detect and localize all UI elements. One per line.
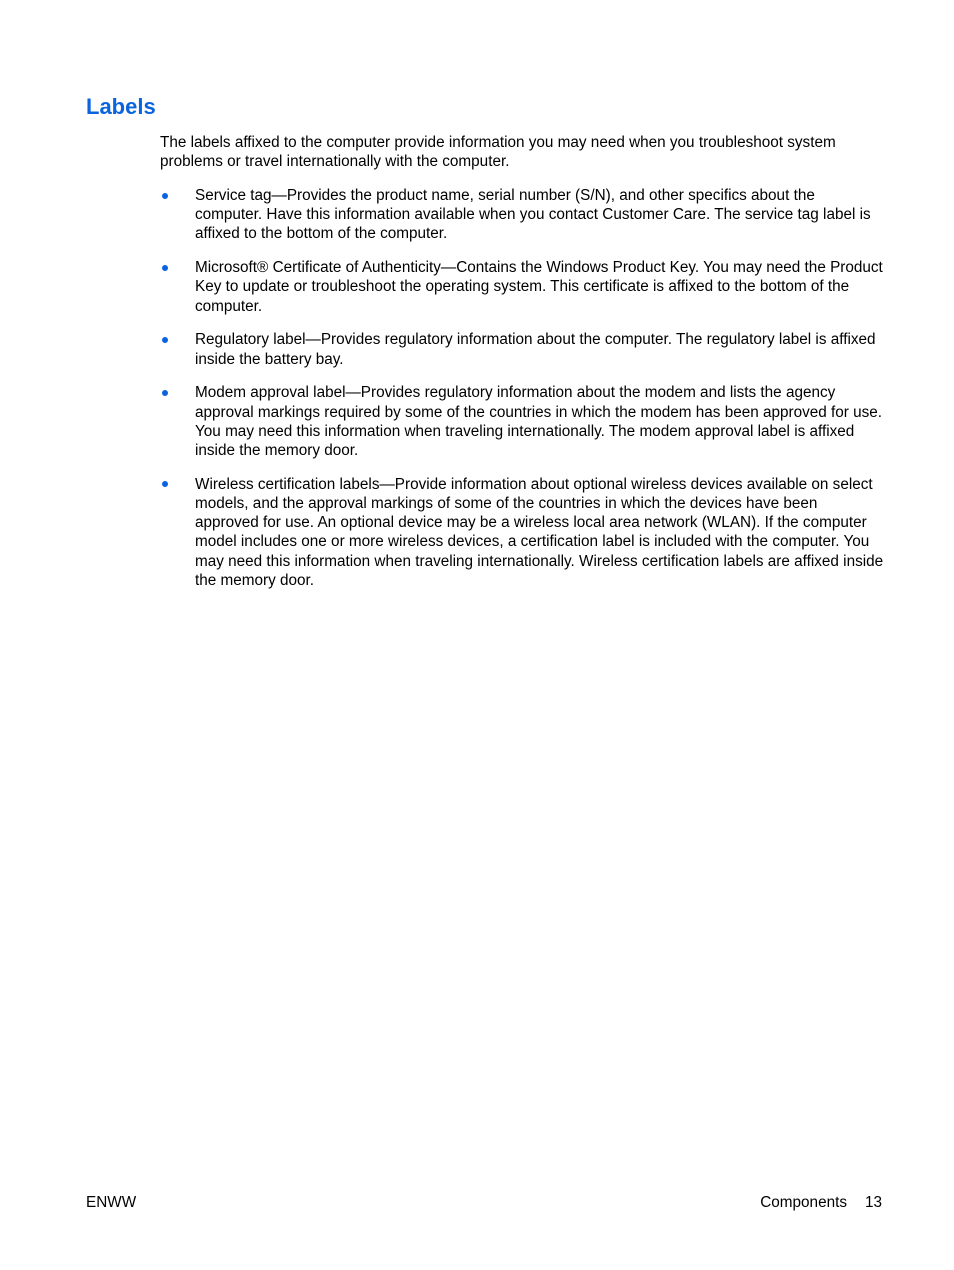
- bullet-text: Service tag—Provides the product name, serial number (S/N), and other specifics about the computer. Have this information available when you contact Customer Care. The service tag label is affixed to the bottom of the computer.: [195, 187, 871, 243]
- bullet-dot-icon: [162, 193, 168, 199]
- bullet-regulatory-label: [160, 330, 885, 368]
- footer-doc-code: ENWW: [86, 1194, 137, 1211]
- bullet-text: Regulatory label—Provides regulatory information about the computer. The regulatory label is affixed inside the battery bay.: [195, 331, 876, 368]
- bullet-text: Wireless certification labels—Provide information about optional wireless devices available on select models, and the approval markings of some of the countries in which the devices have been approved for use. An optional device may be a wireless local area network (WLAN). If the computer model includes one or more wireless devices, a certification label is included with the computer. You may need this information when traveling internationally. Wireless certification labels are affixed inside the memory door.: [195, 475, 884, 589]
- bullet-dot-icon: [162, 265, 168, 271]
- bullet-service-tag: [160, 186, 885, 244]
- bullet-wireless-certification-labels: [160, 475, 885, 590]
- bullet-dot-icon: [162, 337, 168, 343]
- bullet-modem-approval-label: [160, 383, 885, 460]
- footer-page-number: 13: [864, 1194, 882, 1211]
- bullet-dot-icon: [162, 390, 168, 396]
- bullet-text: Microsoft® Certificate of Authenticity—Contains the Windows Product Key. You may need the Product Key to update or troubleshoot the operating system. This certificate is affixed to the bottom of the computer.: [195, 259, 883, 315]
- bullet-text: Modem approval label—Provides regulatory information about the modem and lists the agency approval markings required by some of the countries in which the modem has been approved for use. You may need this information when traveling internationally. The modem approval label is affixed inside the memory door.: [195, 384, 883, 460]
- bullet-dot-icon: [162, 481, 168, 487]
- footer-section-name: Components: [760, 1194, 847, 1211]
- section-heading: Labels: [86, 94, 156, 119]
- intro-paragraph: The labels affixed to the computer provide information you may need when you troubleshoot system problems or travel internationally with the computer.: [160, 134, 836, 171]
- labels-bullet-list: [160, 186, 885, 605]
- bullet-certificate-of-authenticity: [160, 258, 885, 316]
- footer-page-info: [760, 1193, 882, 1212]
